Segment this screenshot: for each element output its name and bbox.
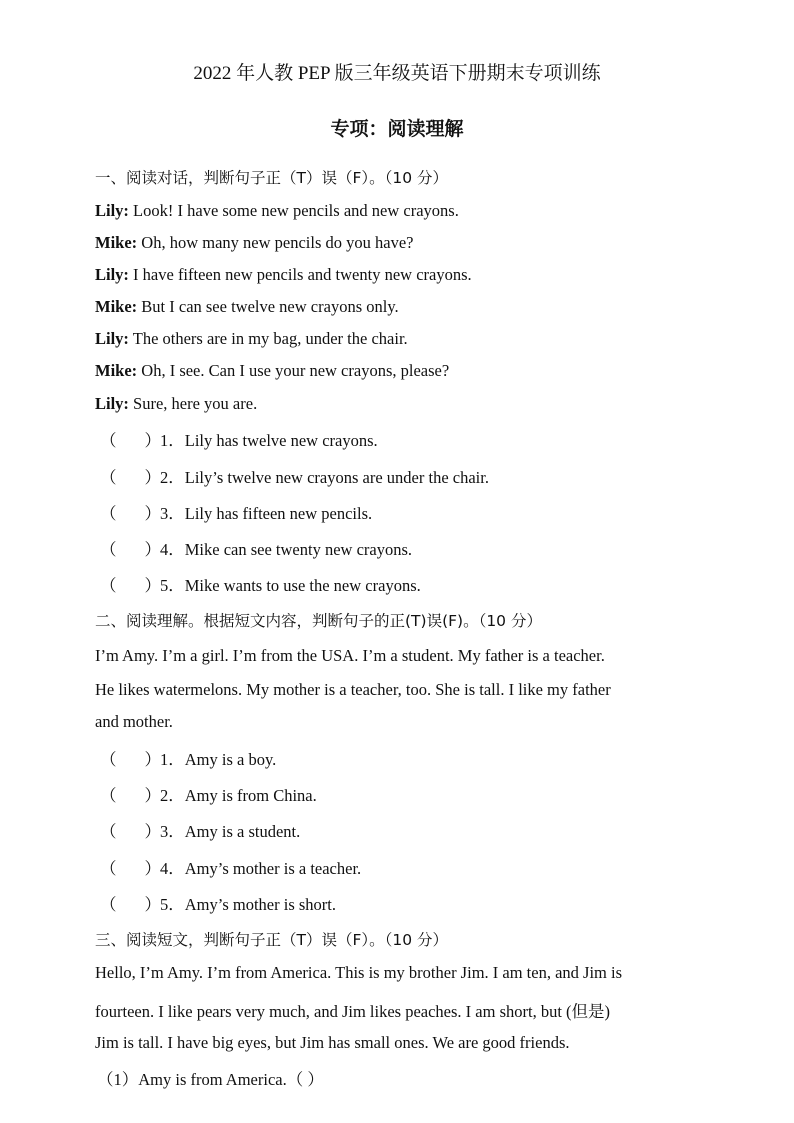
paren-close: ） [144, 750, 161, 769]
paren-open: （ [100, 468, 117, 487]
question-text: 5．Amy’s mother is short. [160, 895, 336, 914]
answer-blank[interactable] [100, 572, 160, 596]
paren-open: （ [100, 750, 117, 769]
answer-blank[interactable] [100, 818, 160, 842]
dialogue-text: Look! I have some new pencils and new crayons. [128, 201, 459, 220]
question-item [100, 891, 336, 915]
section1-heading: 一、阅读对话，判断句子正（T）误（F）。（10 分） [95, 169, 449, 187]
speaker-name: Lily: [95, 201, 129, 220]
question-text: 4．Amy’s mother is a teacher. [160, 859, 362, 878]
question-item [100, 464, 489, 488]
paren-close: ） [144, 895, 161, 914]
speaker-name: Mike: [95, 233, 138, 252]
question-text: 3．Lily has fifteen new pencils. [160, 504, 373, 523]
question-item [100, 500, 372, 524]
dialogue-text: Sure, here you are. [128, 394, 258, 413]
dialogue-text: But I can see twelve new crayons only. [137, 297, 399, 316]
paren-open: （ [100, 576, 117, 595]
dialogue-line [95, 201, 459, 221]
paren-open: （ [100, 540, 117, 559]
paren-close: ） [144, 786, 161, 805]
answer-blank[interactable] [100, 782, 160, 806]
paren-close: ） [144, 859, 161, 878]
paren-close: ） [144, 431, 161, 450]
section2-heading: 二、阅读理解。根据短文内容，判断句子的正(T)误(F)。（10 分） [95, 612, 542, 630]
question-item [100, 818, 300, 842]
question-item [100, 782, 317, 806]
question-text: 1．Amy is a boy. [160, 750, 277, 769]
passage-line: I’m Amy. I’m a girl. I’m from the USA. I’m a student. My father is a teacher. [95, 646, 605, 665]
question-text: 3．Amy is a student. [160, 822, 301, 841]
paren-open: （ [100, 504, 117, 523]
dialogue-text: Oh, how many new pencils do you have? [137, 233, 414, 252]
question-text: 2．Amy is from China. [160, 786, 317, 805]
speaker-name: Mike: [95, 297, 138, 316]
passage-line: Jim is tall. I have big eyes, but Jim has small ones. We are good friends. [95, 1033, 570, 1052]
paren-close: ） [144, 822, 161, 841]
passage-line: and mother. [95, 712, 173, 731]
passage-line: He likes watermelons. My mother is a teacher, too. She is tall. I like my father [95, 680, 611, 699]
question-text: 4．Mike can see twenty new crayons. [160, 540, 413, 559]
paren-close: ） [144, 540, 161, 559]
question-text: 1．Lily has twelve new crayons. [160, 431, 378, 450]
passage-line: Hello, I’m Amy. I’m from America. This is my brother Jim. I am ten, and Jim is [95, 963, 623, 982]
speaker-name: Lily: [95, 265, 129, 284]
dialogue-line [95, 233, 413, 253]
dialogue-line [95, 394, 257, 414]
paren-open: （ [100, 895, 117, 914]
paren-open: （ [100, 822, 117, 841]
dialogue-line [95, 265, 472, 285]
question-text: 2．Lily’s twelve new crayons are under the chair. [160, 468, 489, 487]
answer-blank[interactable] [100, 891, 160, 915]
answer-blank[interactable] [100, 536, 160, 560]
page-title: 2022 年人教 PEP 版三年级英语下册期末专项训练 [193, 63, 601, 84]
answer-blank[interactable] [100, 427, 160, 451]
speaker-name: Lily: [95, 329, 129, 348]
dialogue-line [95, 329, 408, 349]
dialogue-text: I have fifteen new pencils and twenty new crayons. [128, 265, 472, 284]
paren-close: ） [144, 468, 161, 487]
question-item [100, 855, 361, 879]
speaker-name: Mike: [95, 361, 138, 380]
question-item [100, 427, 378, 451]
paren-open: （ [100, 859, 117, 878]
speaker-name: Lily: [95, 394, 129, 413]
dialogue-text: Oh, I see. Can I use your new crayons, please? [137, 361, 450, 380]
paren-open: （ [100, 431, 117, 450]
passage-line: fourteen. I like pears very much, and Jim likes peaches. I am short, but (但是) [95, 1002, 611, 1021]
answer-blank[interactable] [100, 855, 160, 879]
question-text: 5．Mike wants to use the new crayons. [160, 576, 421, 595]
dialogue-line [95, 361, 449, 381]
paren-close: ） [144, 576, 161, 595]
dialogue-line [95, 297, 399, 317]
paren-close: ） [144, 504, 161, 523]
page-subtitle: 专项：阅读理解 [330, 118, 464, 140]
section3-heading: 三、阅读短文，判断句子正（T）误（F）。（10 分） [95, 931, 449, 949]
question-item[interactable]: （1）Amy is from America.（ ） [97, 1070, 324, 1089]
question-item [100, 572, 421, 596]
question-item [100, 536, 412, 560]
answer-blank[interactable] [100, 746, 160, 770]
dialogue-text: The others are in my bag, under the chair. [128, 329, 408, 348]
answer-blank[interactable] [100, 500, 160, 524]
question-item [100, 746, 276, 770]
answer-blank[interactable] [100, 464, 160, 488]
paren-open: （ [100, 786, 117, 805]
